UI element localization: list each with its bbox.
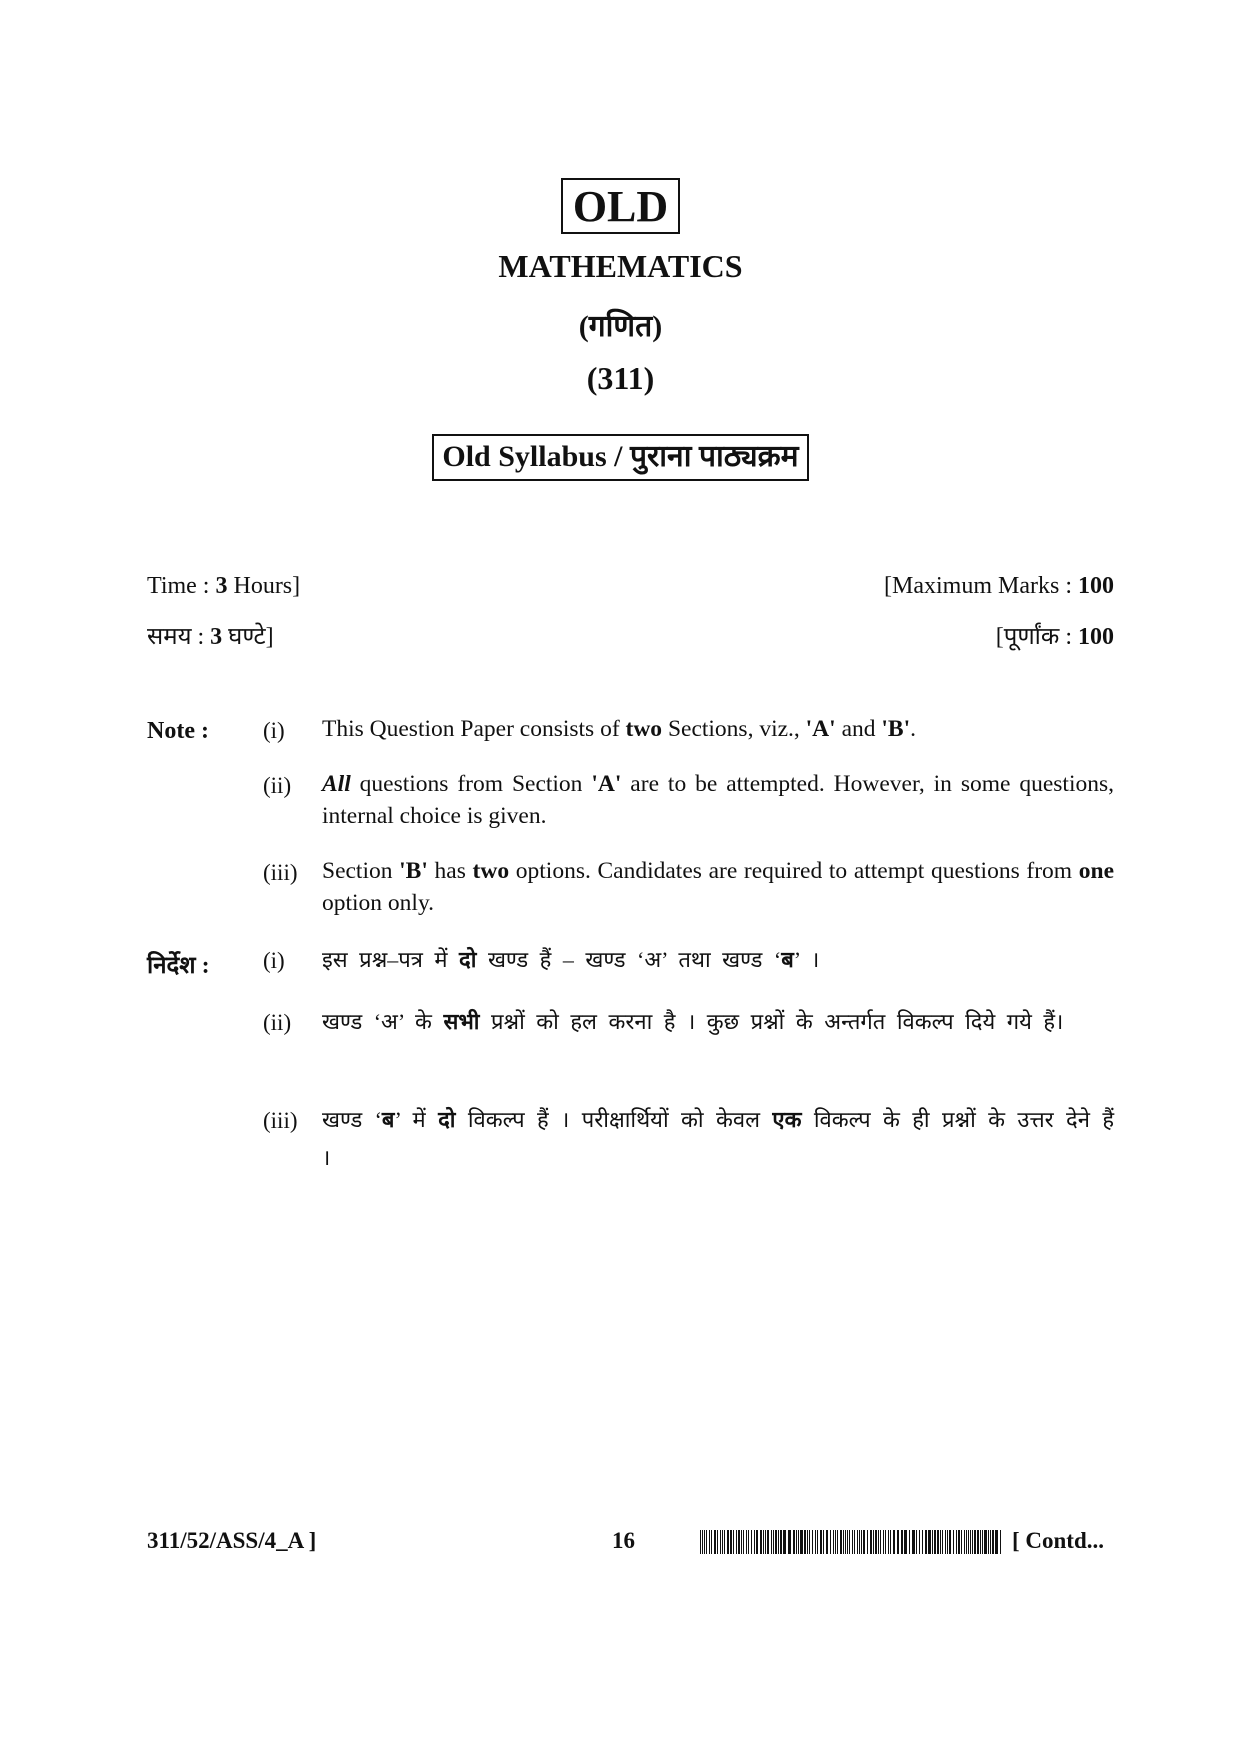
old-label-wrapper — [0, 178, 1241, 234]
time-value-hindi: 3 — [210, 624, 223, 650]
old-label-box: OLD — [561, 178, 680, 234]
time-unit: Hours] — [227, 573, 301, 599]
max-marks-hindi — [996, 619, 1114, 652]
note-num-3: (iii) — [263, 860, 298, 885]
page-number: 16 — [612, 1528, 635, 1553]
time-label-hindi: समय : — [147, 624, 211, 650]
note-num-1: (i) — [263, 718, 285, 743]
subject-title: MATHEMATICS — [498, 248, 743, 284]
paper-code: 311/52/ASS/4_A ] — [147, 1528, 317, 1553]
subject-code: (311) — [586, 360, 655, 396]
continued-label: [ Contd... — [1012, 1528, 1105, 1553]
note-hindi-text-2: खण्ड ‘अ’ के सभी प्रश्नों को हल करना है । कुछ प्रश्नों के अन्तर्गत विकल्प दिये गये हैं। — [322, 1009, 1064, 1034]
syllabus-box: Old Syllabus / पुराना पाठ्यक्रम — [432, 434, 808, 481]
time-hindi — [147, 619, 274, 652]
note-text-2: All questions from Section 'A' are to be attempted. However, in some questions, internal choice is given. — [322, 771, 1115, 829]
time-label: Time : — [147, 573, 216, 599]
marks-value: 100 — [1078, 573, 1114, 599]
subject-title-hindi: (गणित) — [578, 310, 663, 343]
note-text-1: This Question Paper consists of two Sections, viz., 'A' and 'B'. — [322, 716, 916, 742]
note-hindi-num-2: (ii) — [263, 1010, 292, 1035]
note-label: Note : — [147, 718, 209, 744]
note-text-3: Section 'B' has two options. Candidates are required to attempt questions from one option only. — [322, 858, 1114, 916]
note-label-hindi: निर्देश : — [147, 953, 210, 979]
marks-label: [Maximum Marks : — [884, 573, 1078, 599]
note-hindi-num-3: (iii) — [263, 1108, 298, 1133]
marks-label-hindi: [पूर्णांक : — [995, 624, 1078, 650]
time-value: 3 — [215, 573, 228, 599]
time-unit-hindi: घण्टे] — [222, 624, 274, 650]
time-english — [147, 573, 300, 600]
note-hindi-text-1: इस प्रश्न–पत्र में दो खण्ड हैं – खण्ड ‘अ’ तथा खण्ड ‘ब’ । — [322, 947, 820, 972]
note-hindi-num-1: (i) — [263, 948, 285, 973]
marks-value-hindi: 100 — [1078, 624, 1114, 650]
syllabus-wrapper — [0, 434, 1241, 481]
note-hindi-text-3: खण्ड ‘ब’ में दो विकल्प हैं । परीक्षार्थियों को केवल एक विकल्प के ही प्रश्नों के उत्तर देने हैं । — [322, 1107, 1114, 1170]
barcode-image — [700, 1530, 1002, 1554]
max-marks-english — [884, 573, 1114, 600]
note-num-2: (ii) — [263, 773, 292, 798]
